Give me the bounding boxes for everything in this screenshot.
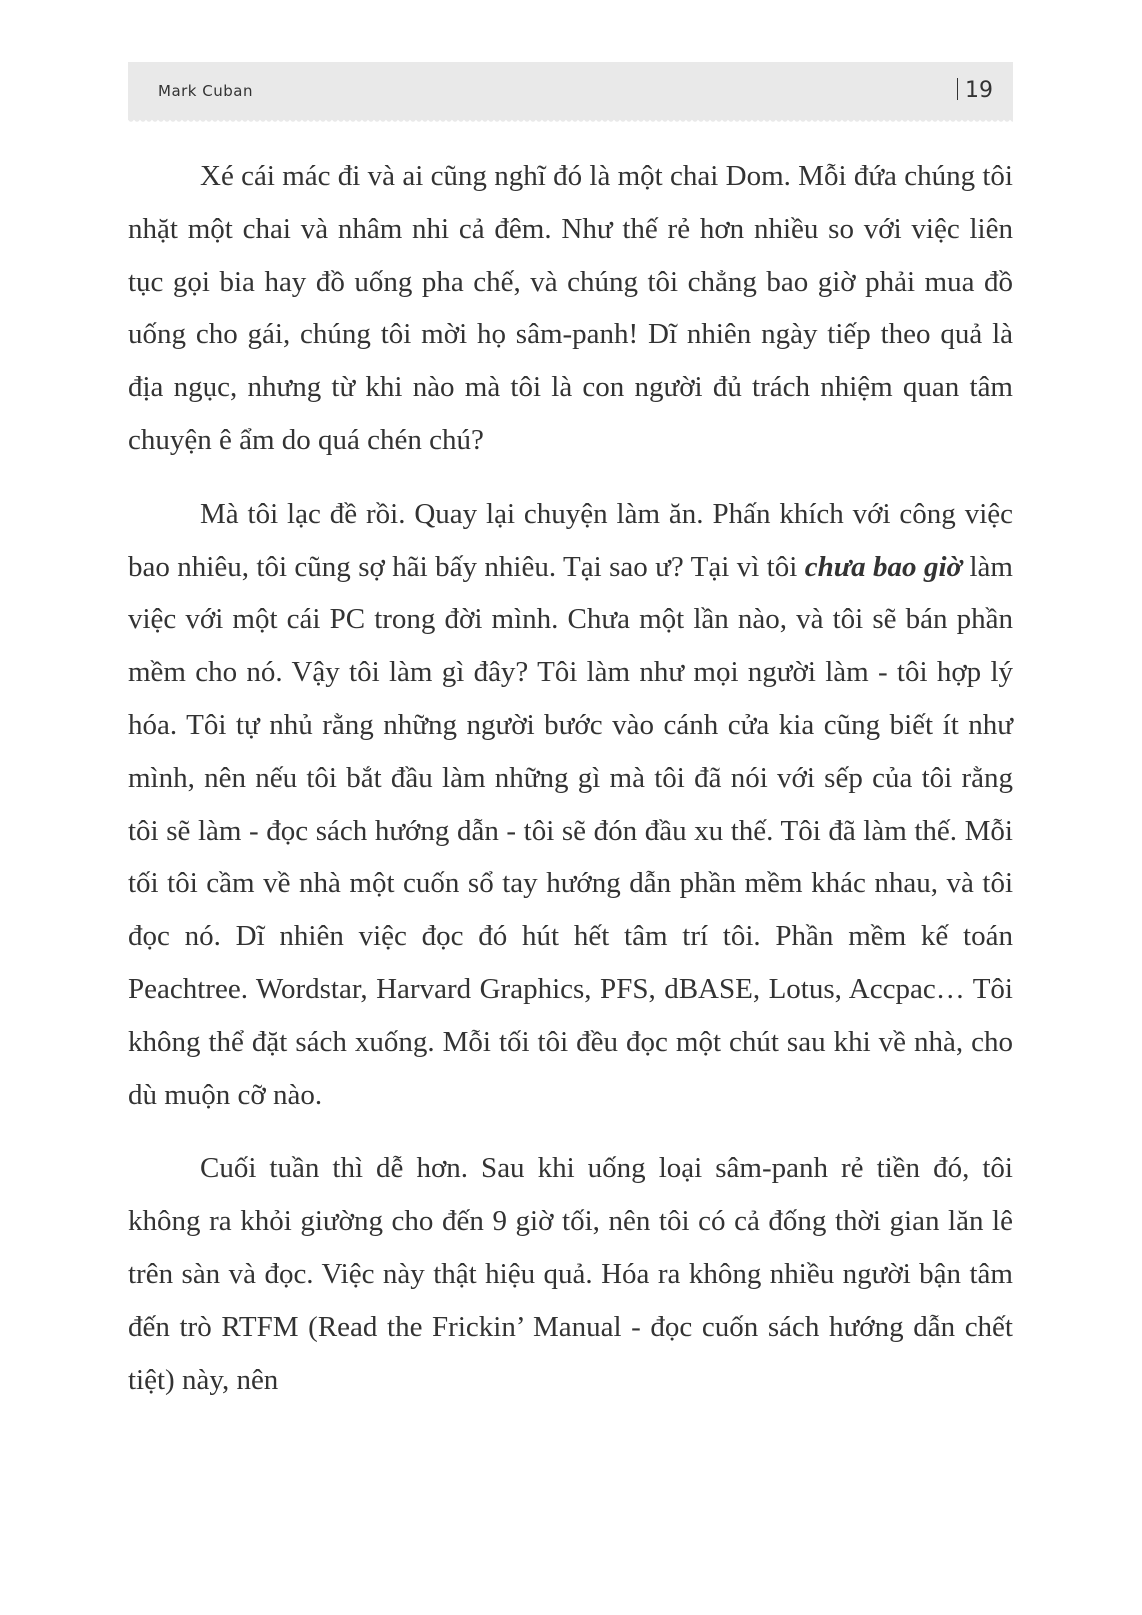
header-author: Mark Cuban <box>158 82 253 100</box>
paragraph-2 <box>128 488 1013 1122</box>
paragraph-3: Cuối tuần thì dễ hơn. Sau khi uống loại sâm-panh rẻ tiền đó, tôi không ra khỏi giường cho đến 9 giờ tối, nên tôi có cả đống thời gian lăn lê trên sàn và đọc. Việc này thật hiệu quả. Hóa ra không nhiều người bận tâm đến trò RTFM (Read the Frickin’ Manual - đọc cuốn sách hướng dẫn chết tiệt) này, nên <box>128 1152 1013 1396</box>
paragraph-2-emphasis: chưa bao giờ <box>804 550 963 583</box>
paragraph-2-text-start: Mà tôi lạc đề rồi. Quay lại chuyện làm ăn. Phấn khích với công việc bao nhiêu, tôi cũng sợ hãi bấy nhiêu. Tại sao ư? Tại vì tôi <box>128 497 1013 583</box>
page-number-value: 19 <box>965 78 993 103</box>
running-header <box>128 62 1013 120</box>
page-number <box>957 78 994 103</box>
page-body <box>128 150 1013 1406</box>
paragraph-1: Xé cái mác đi và ai cũng nghĩ đó là một chai Dom. Mỗi đứa chúng tôi nhặt một chai và nhâm nhi cả đêm. Như thế rẻ hơn nhiều so với việc liên tục gọi bia hay đồ uống pha chế, và chúng tôi chẳng bao giờ phải mua đồ uống cho gái, chúng tôi mời họ sâm-panh! Dĩ nhiên ngày tiếp theo quả là địa ngục, nhưng từ khi nào mà tôi là con người đủ trách nhiệm quan tâm chuyện ê ẩm do quá chén chú? <box>128 160 1013 456</box>
page-number-divider <box>957 78 959 100</box>
paragraph-2-text-end: làm việc với một cái PC trong đời mình. Chưa một lần nào, và tôi sẽ bán phần mềm cho nó. Vậy tôi làm gì đây? Tôi làm như mọi người làm - tôi hợp lý hóa. Tôi tự nhủ rằng những người bước vào cánh cửa kia cũng biết ít như mình, nên nếu tôi bắt đầu làm những gì mà tôi đã nói với sếp của tôi rằng tôi sẽ làm - đọc sách hướng dẫn - tôi sẽ đón đầu xu thế. Tôi đã làm thế. Mỗi tối tôi cầm về nhà một cuốn sổ tay hướng dẫn phần mềm khác nhau, và tôi đọc nó. Dĩ nhiên việc đọc đó hút hết tâm trí tôi. Phần mềm kế toán Peachtree. Wordstar, Harvard Graphics, PFS, dBASE, Lotus, Accpac… Tôi không thể đặt sách xuống. Mỗi tối tôi đều đọc một chút sau khi về nhà, cho dù muộn cỡ nào. <box>128 550 1013 1111</box>
